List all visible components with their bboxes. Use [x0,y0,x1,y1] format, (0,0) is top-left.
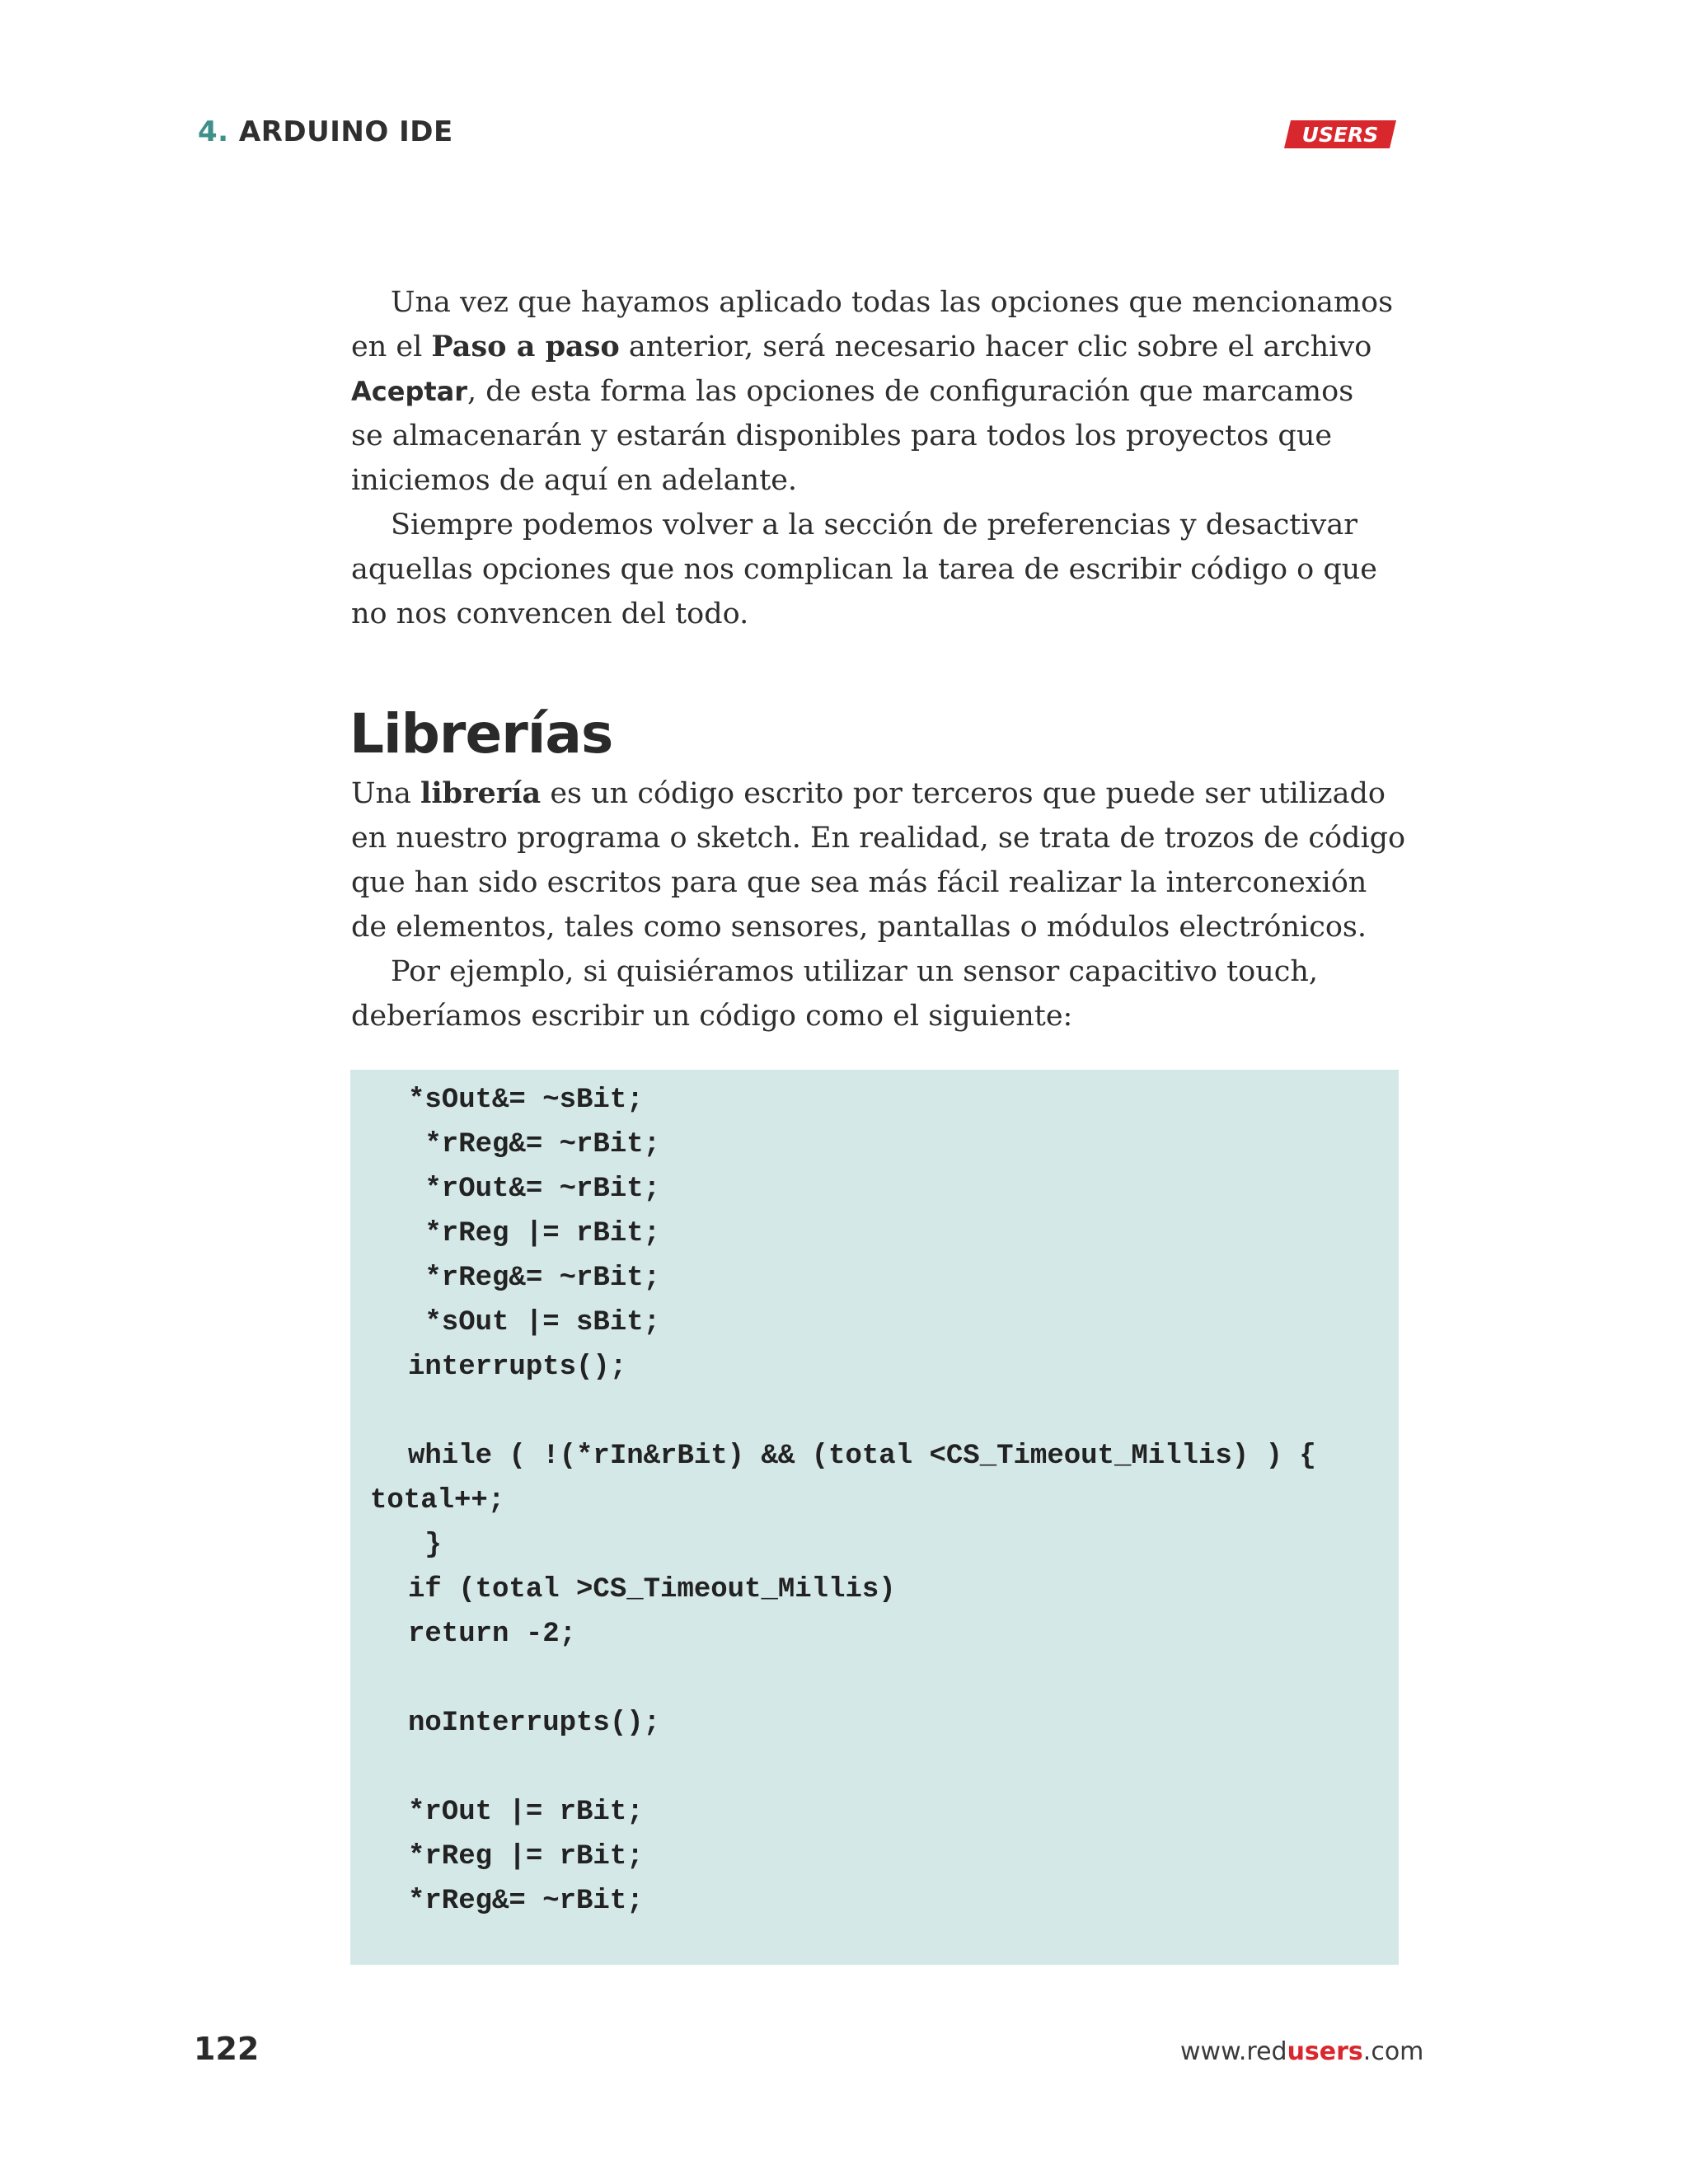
text-line: no nos convencen del todo. [351,598,749,630]
text-line: deberíamos escribir un código como el siguiente: [351,1000,1073,1033]
paragraph-3 [351,771,1414,949]
code-line: *rReg&= ~rBit; [408,1263,661,1294]
logo-text: USERS [1301,123,1379,147]
text-line: se almacenarán y estarán disponibles para todos los proyectos que [351,419,1333,452]
paragraph-1 [351,280,1414,503]
text-line: Una vez que hayamos aplicado todas las opciones que mencionamos [391,286,1394,319]
section-heading: Librerías [349,702,613,766]
code-line: total++; [370,1485,505,1516]
footer-url [1180,2037,1423,2066]
text-line: de elementos, tales como sensores, pantallas o módulos electrónicos. [351,911,1367,944]
chapter-header [198,115,453,148]
text-line: Por ejemplo, si quisiéramos utilizar un sensor capacitivo touch, [391,955,1319,988]
code-line: while ( !(*rIn&rBit) && (total <CS_Timeout_Millis) ) { [408,1441,1316,1472]
url-fragment: www.red [1180,2037,1287,2066]
code-line: *rOut&= ~rBit; [408,1174,661,1205]
text-line: aquellas opciones que nos complican la tarea de escribir código o que [351,553,1378,586]
code-line: } [408,1530,442,1561]
text-line: Siempre podemos volver a la sección de preferencias y desactivar [391,509,1357,541]
code-block [350,1070,1399,1965]
text-line [351,369,1414,414]
code-line: if (total >CS_Timeout_Millis) [408,1574,896,1605]
code-line: *rReg&= ~rBit; [408,1129,661,1160]
url-accent: users [1287,2037,1363,2066]
text-fragment: anterior, será necesario hacer clic sobre el archivo [619,330,1372,363]
text-fragment: Una [351,777,421,810]
code-line: *rOut |= rBit; [408,1797,644,1828]
text-fragment: en el [351,330,432,363]
code-line: noInterrupts(); [408,1708,661,1739]
text-fragment: , de esta forma las opciones de configuración que marcamos [467,375,1354,408]
url-fragment: .com [1362,2037,1424,2066]
text-fragment: es un código escrito por terceros que puede ser utilizado [541,777,1386,810]
code-line: *sOut |= sBit; [408,1307,661,1338]
text-line: que han sido escritos para que sea más fácil realizar la interconexión [351,866,1367,899]
code-line: *rReg |= rBit; [408,1841,644,1872]
code-line: return -2; [408,1619,577,1650]
bold-term: Aceptar [351,376,468,407]
users-logo [1284,120,1396,148]
paragraph-2 [351,503,1414,636]
text-line: iniciemos de aquí en adelante. [351,464,798,497]
bold-term: Paso a paso [431,330,620,363]
text-line [351,325,1414,369]
code-line: interrupts(); [408,1352,627,1383]
bold-term: librería [420,776,542,810]
code-line: *sOut&= ~sBit; [408,1085,644,1116]
code-line: *rReg&= ~rBit; [408,1886,644,1917]
code-line: *rReg |= rBit; [408,1218,661,1249]
page-number: 122 [194,2031,260,2067]
paragraph-4 [351,949,1414,1038]
chapter-number: 4. [198,115,229,148]
text-line: en nuestro programa o sketch. En realidad, se trata de trozos de código [351,822,1406,855]
chapter-title: ARDUINO IDE [238,115,453,148]
text-line [351,771,1414,816]
